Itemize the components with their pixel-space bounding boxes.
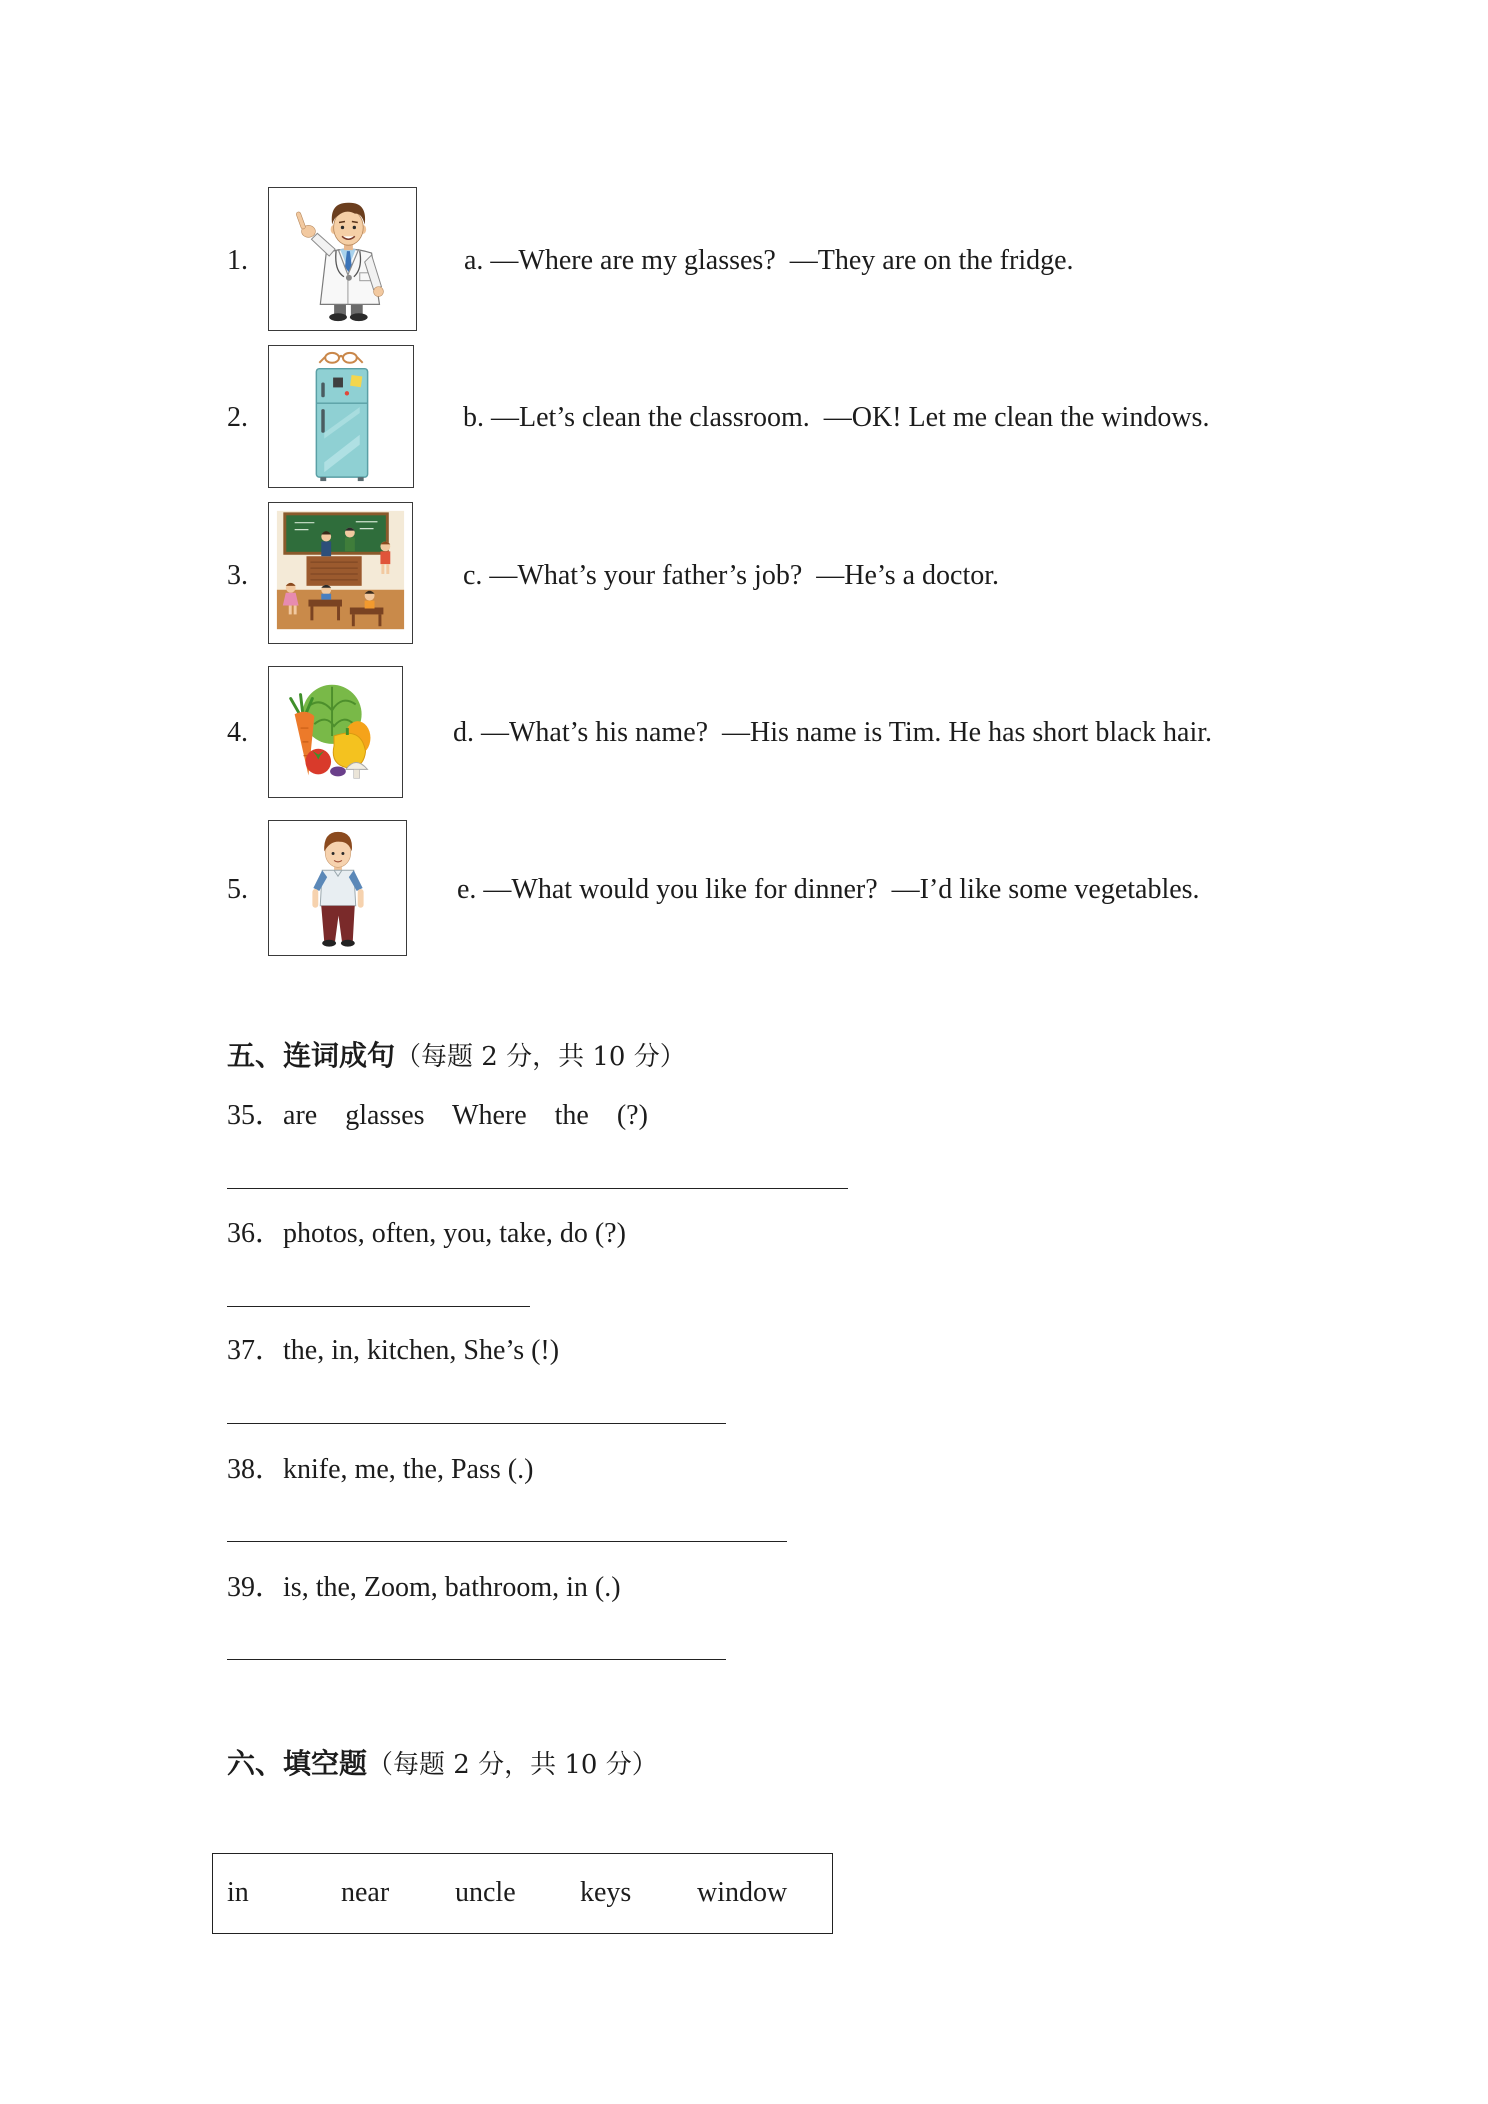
word-bank-item: near <box>341 1877 390 1908</box>
question-number: 39． <box>227 1572 284 1603</box>
picture-box-3 <box>268 502 413 644</box>
glasses-icon <box>319 353 362 363</box>
question-38 <box>227 1452 533 1488</box>
question-number: 37． <box>227 1335 284 1366</box>
question-prompt: the, in, kitchen, She’s (!) <box>283 1335 560 1366</box>
matching-sentence: e. —What would you like for dinner? —I’d like some vegetables. <box>457 874 1200 905</box>
question-number: 35． <box>227 1100 284 1131</box>
matching-sentence: b. —Let’s clean the classroom. —OK! Let me clean the windows. <box>463 402 1210 433</box>
answer-line <box>227 1306 530 1307</box>
item-number: 1. <box>227 245 248 276</box>
picture-box-4 <box>268 666 403 798</box>
item-number: 5. <box>227 874 248 905</box>
matching-sentence: a. —Where are my glasses? —They are on the fridge. <box>464 245 1074 276</box>
item-number: 4. <box>227 717 248 748</box>
boy-picture <box>269 821 406 955</box>
fridge-picture <box>269 346 413 487</box>
question-number: 36． <box>227 1218 284 1249</box>
classroom-picture <box>269 503 412 643</box>
question-prompt: are glasses Where the (?) <box>283 1100 648 1131</box>
question-37 <box>227 1333 559 1369</box>
doctor-picture <box>269 188 416 330</box>
word-bank-item: keys <box>580 1877 632 1908</box>
question-35 <box>227 1098 648 1134</box>
question-prompt: photos, often, you, take, do (?) <box>283 1218 626 1249</box>
section-title: 六、填空题 <box>227 1747 368 1780</box>
section-five-heading <box>227 1038 686 1075</box>
section-title: 五、连词成句 <box>227 1039 396 1072</box>
answer-line <box>227 1188 848 1189</box>
question-prompt: knife, me, the, Pass (.) <box>283 1454 534 1485</box>
item-number: 3. <box>227 560 248 591</box>
answer-line <box>227 1659 726 1660</box>
picture-box-5 <box>268 820 407 956</box>
word-bank-box <box>212 1853 833 1934</box>
question-39 <box>227 1570 621 1606</box>
matching-sentence: c. —What’s your father’s job? —He’s a doctor. <box>463 560 1000 591</box>
word-bank-item: uncle <box>455 1877 516 1908</box>
section-points: （每题 2 分，共 10 分） <box>395 1042 686 1072</box>
question-36 <box>227 1216 626 1252</box>
picture-box-2 <box>268 345 414 488</box>
picture-box-1 <box>268 187 417 331</box>
word-bank-item: in <box>227 1877 249 1908</box>
section-points: （每题 2 分，共 10 分） <box>367 1750 658 1780</box>
section-six-heading <box>227 1746 658 1783</box>
item-number: 2. <box>227 402 248 433</box>
answer-line <box>227 1541 787 1542</box>
question-prompt: is, the, Zoom, bathroom, in (.) <box>283 1572 621 1603</box>
question-number: 38． <box>227 1454 284 1485</box>
vegetables-picture <box>269 667 402 797</box>
answer-line <box>227 1423 726 1424</box>
word-bank-item: window <box>697 1877 788 1908</box>
matching-sentence: d. —What’s his name? —His name is Tim. He has short black hair. <box>453 717 1213 748</box>
